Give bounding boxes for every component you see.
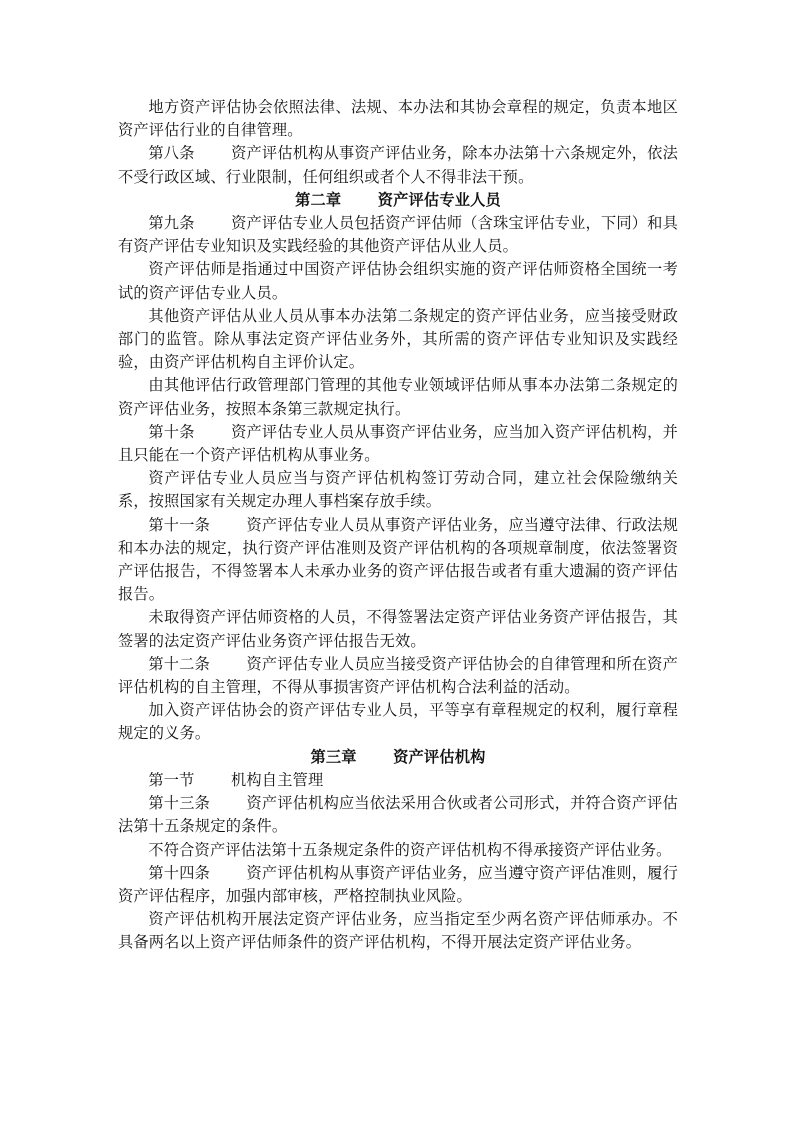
paragraph-text: 加入资产评估协会的资产评估专业人员，平等享有章程规定的权利，履行章程规定的义务。 (118, 701, 678, 743)
article-number: 第一节 (148, 770, 195, 789)
paragraph-text: 资产评估师是指通过中国资产评估协会组织实施的资产评估师资格全国统一考试的资产评估专业人员。 (118, 260, 678, 302)
chapter-title: 资产评估机构 (393, 747, 486, 766)
document-body (118, 96, 678, 955)
article-paragraph (118, 142, 678, 188)
body-paragraph (118, 606, 678, 652)
article-number: 第九条 (148, 214, 195, 233)
paragraph-text: 资产评估专业人员应当与资产评估机构签订劳动合同，建立社会保险缴纳关系，按照国家有关规定办理人事档案存放手续。 (118, 469, 678, 511)
body-paragraph (118, 258, 678, 304)
article-paragraph (118, 769, 678, 792)
article-number: 第十四条 (148, 863, 211, 882)
body-paragraph (118, 699, 678, 745)
paragraph-text: 机构自主管理 (231, 770, 324, 789)
paragraph-text: 资产评估专业人员从事资产评估业务，应当遵守法律、行政法规和本办法的规定，执行资产评估准则及资产评估机构的各项规章制度，依法签署资产评估报告，不得签署本人未承办业务的资产评估报告或者有重大遗漏的资产评估报告。 (118, 515, 678, 604)
article-paragraph (118, 212, 678, 258)
article-number: 第十一条 (148, 515, 211, 534)
article-number: 第十条 (148, 422, 195, 441)
article-paragraph (118, 421, 678, 467)
paragraph-text: 资产评估机构从事资产评估业务，除本办法第十六条规定外，依法不受行政区域、行业限制，任何组织或者个人不得非法干预。 (118, 144, 678, 186)
paragraph-text: 其他资产评估从业人员从事本办法第二条规定的资产评估业务，应当接受财政部门的监管。除从事法定资产评估业务外，其所需的资产评估专业知识及实践经验，由资产评估机构自主评价认定。 (118, 306, 678, 372)
body-paragraph (118, 96, 678, 142)
paragraph-text: 资产评估专业人员包括资产评估师（含珠宝评估专业，下同）和具有资产评估专业知识及实践经验的其他资产评估从业人员。 (118, 214, 678, 256)
article-number: 第十三条 (148, 794, 211, 813)
article-number: 第八条 (148, 144, 195, 163)
paragraph-text: 资产评估机构应当依法采用合伙或者公司形式，并符合资产评估法第十五条规定的条件。 (118, 794, 678, 836)
paragraph-text: 地方资产评估协会依照法律、法规、本办法和其协会章程的规定，负责本地区资产评估行业的自律管理。 (118, 98, 678, 140)
paragraph-text: 资产评估专业人员应当接受资产评估协会的自律管理和所在资产评估机构的自主管理，不得从事损害资产评估机构合法利益的活动。 (118, 654, 678, 697)
chapter-number: 第二章 (295, 190, 342, 209)
paragraph-text: 不符合资产评估法第十五条规定条件的资产评估机构不得承接资产评估业务。 (148, 840, 672, 859)
body-paragraph (118, 305, 678, 375)
paragraph-text: 由其他评估行政管理部门管理的其他专业领域评估师从事本办法第二条规定的资产评估业务，按照本条第三款规定执行。 (118, 376, 678, 418)
body-paragraph (118, 908, 678, 954)
paragraph-text: 资产评估专业人员从事资产评估业务，应当加入资产评估机构，并且只能在一个资产评估机构从事业务。 (118, 422, 678, 465)
article-paragraph (118, 653, 678, 699)
paragraph-text: 资产评估机构开展法定资产评估业务，应当指定至少两名资产评估师承办。不具备两名以上资产评估师条件的资产评估机构，不得开展法定资产评估业务。 (118, 910, 678, 952)
chapter-heading (118, 746, 678, 769)
article-number: 第十二条 (148, 654, 211, 673)
article-paragraph (118, 514, 678, 607)
chapter-title: 资产评估专业人员 (377, 190, 501, 209)
chapter-number: 第三章 (310, 747, 357, 766)
article-paragraph (118, 862, 678, 908)
body-paragraph (118, 839, 678, 862)
body-paragraph (118, 374, 678, 420)
article-paragraph (118, 792, 678, 838)
paragraph-text: 资产评估机构从事资产评估业务，应当遵守资产评估准则，履行资产评估程序，加强内部审核，严格控制执业风险。 (118, 863, 678, 905)
paragraph-text: 未取得资产评估师资格的人员，不得签署法定资产评估业务资产评估报告，其签署的法定资产评估业务资产评估报告无效。 (118, 608, 678, 650)
chapter-heading (118, 189, 678, 212)
body-paragraph (118, 467, 678, 513)
